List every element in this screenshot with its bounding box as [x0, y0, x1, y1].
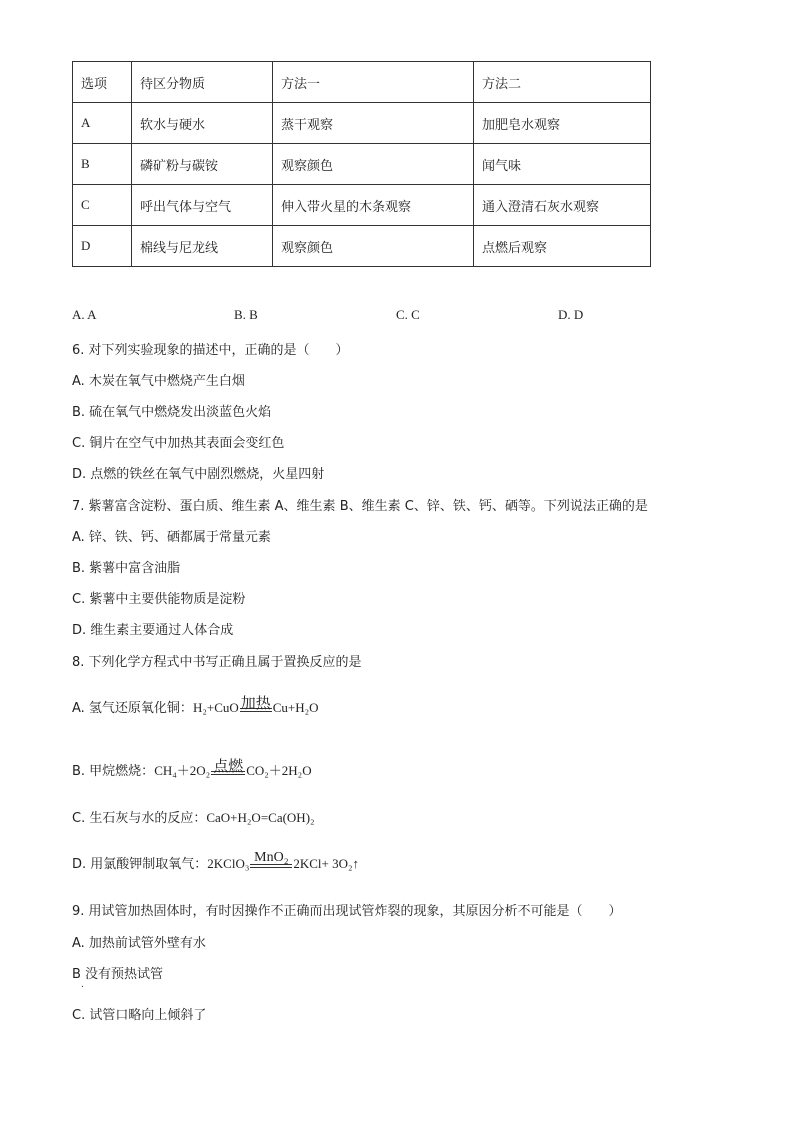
table-cell: 伸入带火星的木条观察 — [273, 185, 474, 226]
q8-d-label: D. 用氯酸钾制取氧气： — [72, 857, 208, 872]
q8-c-label: C. 生石灰与水的反应： — [72, 811, 207, 826]
table-cell: A — [73, 103, 132, 144]
table-cell: 棉线与尼龙线 — [132, 226, 273, 267]
header-cell: 方法二 — [474, 62, 651, 103]
q8-option-a — [72, 694, 319, 716]
q5-option-d: D. D — [558, 307, 584, 322]
table-cell: 呼出气体与空气 — [132, 185, 273, 226]
q8-a-reactants: H₂+CuO — [192, 700, 239, 715]
header-cell: 待区分物质 — [132, 62, 273, 103]
comparison-table — [72, 61, 651, 267]
q9-stem: 9. 用试管加热固体时，有时因操作不正确而出现试管炸裂的现象，其原因分析不可能是（ ） — [72, 904, 622, 919]
table-row — [73, 226, 651, 267]
table-cell: 通入澄清石灰水观察 — [474, 185, 651, 226]
table-row — [73, 185, 651, 226]
table-cell: 闻气味 — [474, 144, 651, 185]
q8-d-products: 2KCl+ 3O₂↑ — [293, 856, 360, 871]
table-cell: 点燃后观察 — [474, 226, 651, 267]
q7-option-b: B. 紫薯中富含油脂 — [72, 561, 181, 576]
table-cell: 软水与硬水 — [132, 103, 273, 144]
table-cell: 观察颜色 — [273, 226, 474, 267]
q6-option-c: C. 铜片在空气中加热其表面会变红色 — [72, 436, 285, 451]
header-cell: 方法一 — [273, 62, 474, 103]
q6-option-b: B. 硫在氧气中燃烧发出淡蓝色火焰 — [72, 405, 272, 420]
stray-dot: . — [81, 980, 84, 990]
q6-option-d: D. 点燃的铁丝在氧气中剧烈燃烧，火星四射 — [72, 467, 325, 482]
q9-option-a: A. 加热前试管外壁有水 — [72, 936, 206, 951]
q9-option-c: C. 试管口略向上倾斜了 — [72, 1008, 207, 1023]
q5-option-a: A. A — [72, 307, 97, 322]
q6-option-a: A. 木炭在氧气中燃烧产生白烟 — [72, 374, 245, 389]
table-row — [73, 103, 651, 144]
q8-stem: 8. 下列化学方程式中书写正确且属于置换反应的是 — [72, 655, 362, 670]
q8-option-d — [72, 850, 360, 872]
table-cell: 磷矿粉与碳铵 — [132, 144, 273, 185]
q8-c-equation: CaO+H₂O=Ca(OH)₂ — [206, 810, 315, 825]
q8-option-b — [72, 757, 312, 779]
header-cell: 选项 — [73, 62, 132, 103]
q5-option-b: B. B — [234, 307, 258, 322]
q5-option-c: C. C — [396, 307, 420, 322]
q8-b-reactants: CH₄＋2O₂ — [154, 763, 211, 778]
q8-a-products: Cu+H₂O — [272, 700, 319, 715]
table-row — [73, 144, 651, 185]
table-cell: 观察颜色 — [273, 144, 474, 185]
q8-a-condition: 加热 — [240, 694, 271, 712]
q7-option-c: C. 紫薯中主要供能物质是淀粉 — [72, 592, 246, 607]
q8-b-condition: 点燃 — [213, 757, 244, 775]
q8-b-label: B. 甲烷燃烧： — [72, 764, 155, 779]
table-cell: 蒸干观察 — [273, 103, 474, 144]
table-cell: C — [73, 185, 132, 226]
q7-option-d: D. 维生素主要通过人体合成 — [72, 623, 234, 638]
q7-stem: 7. 紫薯富含淀粉、蛋白质、维生素 A、维生素 B、维生素 C、锌、铁、钙、硒等。下列说法正确的是 — [72, 499, 648, 514]
q9-option-b: B 没有预热试管 — [72, 967, 164, 982]
q8-a-label: A. 氢气还原氧化铜： — [72, 701, 193, 716]
table-cell: D — [73, 226, 132, 267]
table-cell: 加肥皂水观察 — [474, 103, 651, 144]
table-header-row — [73, 62, 651, 103]
q6-stem: 6. 对下列实验现象的描述中，正确的是（ ） — [72, 343, 349, 358]
q8-d-reactants: 2KClO₃ — [207, 856, 250, 871]
q8-b-products: CO₂＋2H₂O — [246, 763, 312, 778]
q7-option-a: A. 锌、铁、钙、硒都属于常量元素 — [72, 530, 271, 545]
table-cell: B — [73, 144, 132, 185]
q8-d-condition: MnO₂ — [254, 850, 289, 865]
q8-option-c — [72, 807, 315, 826]
